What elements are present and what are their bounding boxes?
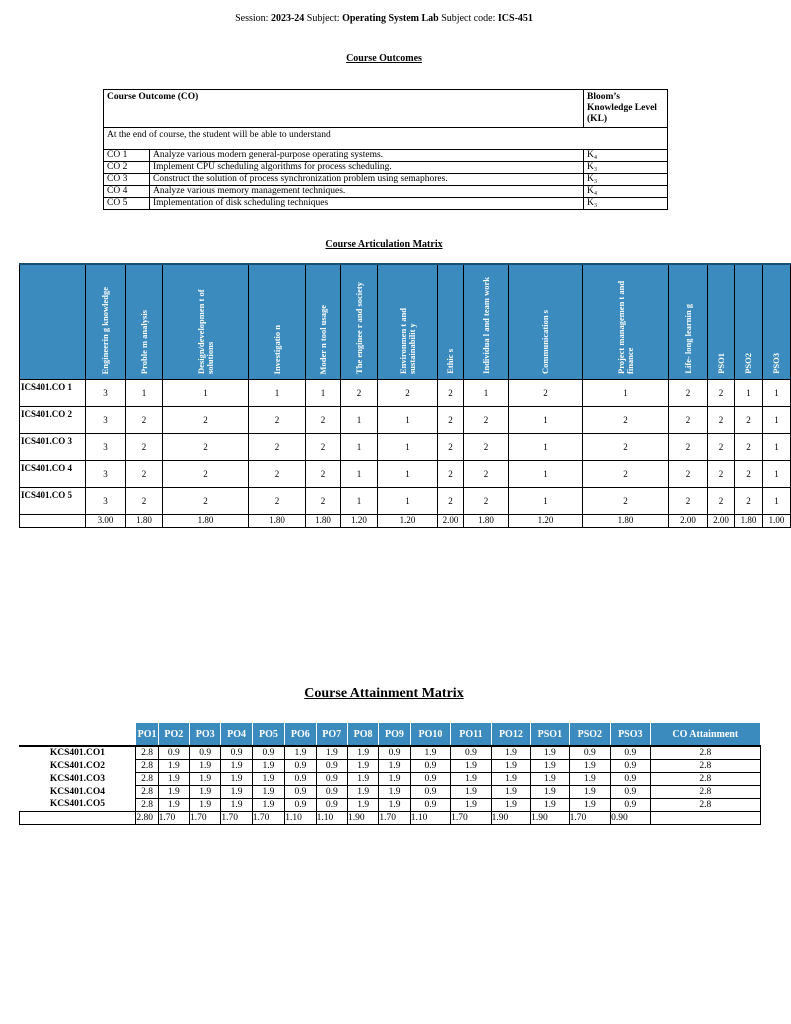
matrix-cell: 2 [735, 407, 763, 434]
average-cell: 1.80 [306, 515, 341, 528]
matrix-cell: 1.9 [451, 760, 491, 773]
matrix-cell: 2 [509, 380, 583, 407]
articulation-header-cell [708, 264, 735, 380]
matrix-cell: 1.9 [531, 773, 569, 786]
matrix-cell: 0.9 [410, 773, 450, 786]
matrix-cell: 0.9 [190, 746, 221, 760]
matrix-cell: 2 [708, 461, 735, 488]
matrix-cell: 2 [126, 434, 163, 461]
articulation-header-label: Engineerin g knowledge [100, 286, 110, 374]
average-attainment-cell [650, 812, 760, 825]
matrix-cell: 1.9 [491, 786, 530, 799]
matrix-cell: 1.9 [531, 760, 569, 773]
average-cell: 1.80 [583, 515, 669, 528]
table-row [20, 461, 791, 488]
articulation-header-cell [126, 264, 163, 380]
table-row [20, 380, 791, 407]
matrix-cell: 1 [378, 434, 438, 461]
attainment-header-cell: PO6 [285, 723, 316, 747]
matrix-cell: 2 [735, 488, 763, 515]
matrix-cell: 2 [708, 434, 735, 461]
matrix-cell: 1.9 [190, 773, 221, 786]
average-cell: 0.90 [611, 812, 650, 825]
articulation-header-label: PSO2 [743, 353, 753, 374]
articulation-header-label: PSO3 [771, 353, 781, 374]
matrix-cell: 2.8 [136, 786, 158, 799]
attainment-header-cell: PO11 [451, 723, 491, 747]
attainment-header-cell: PO9 [379, 723, 410, 747]
matrix-cell: 2 [464, 488, 509, 515]
matrix-cell: 1.9 [252, 799, 284, 812]
attainment-header-cell: PSO2 [569, 723, 611, 747]
matrix-cell: 1.9 [347, 746, 378, 760]
session-value: 2023-24 [270, 13, 305, 24]
matrix-cell: 1.9 [379, 773, 410, 786]
articulation-header-label: Life- long learnin g [682, 304, 693, 374]
co-id: CO 1 [104, 150, 150, 162]
average-cell: 1.70 [158, 812, 189, 825]
matrix-cell: 1.9 [569, 799, 611, 812]
co-header-kl: Bloom’s Knowledge Level (KL) [584, 90, 668, 128]
articulation-matrix-heading: Course Articulation Matrix [325, 239, 443, 250]
co-text: Analyze various modern general-purpose operating systems. [150, 150, 584, 162]
average-cell: 1.10 [410, 812, 450, 825]
matrix-cell: 3 [86, 407, 126, 434]
attainment-header-cell: PO4 [221, 723, 252, 747]
table-row [20, 799, 761, 812]
matrix-cell: 1 [464, 380, 509, 407]
matrix-cell: 1.9 [491, 746, 530, 760]
matrix-cell: 1.9 [451, 773, 491, 786]
matrix-cell: 1.9 [221, 760, 252, 773]
matrix-cell: 2.8 [136, 799, 158, 812]
matrix-cell: 1 [341, 461, 378, 488]
average-cell: 1.80 [126, 515, 163, 528]
matrix-cell: 1.9 [569, 773, 611, 786]
table-row [20, 407, 791, 434]
row-label: ICS401.CO 1 [20, 380, 86, 407]
articulation-header-cell [306, 264, 341, 380]
matrix-cell: 2.8 [650, 799, 760, 812]
session-label: Session: [235, 13, 269, 24]
average-cell: 1.80 [464, 515, 509, 528]
row-label: KCS401.CO3 [49, 773, 106, 784]
co-intro-text: At the end of course, the student will be able to understand [104, 128, 668, 150]
matrix-cell: 0.9 [611, 799, 650, 812]
co-header-outcome: Course Outcome (CO) [104, 90, 584, 128]
average-label-cell [20, 515, 86, 528]
co-id: CO 5 [104, 198, 150, 210]
matrix-cell: 2 [669, 461, 708, 488]
articulation-header-label: The enginee r and society [353, 282, 364, 374]
average-cell: 1.90 [491, 812, 530, 825]
table-row [20, 488, 791, 515]
matrix-cell: 1.9 [252, 786, 284, 799]
matrix-cell: 1 [763, 380, 791, 407]
subject-value: Operating System Lab [342, 13, 439, 24]
attainment-matrix-table [19, 722, 761, 825]
attainment-matrix-heading: Course Attainment Matrix [304, 686, 464, 701]
attainment-header-cell: CO Attainment [650, 723, 760, 747]
row-label: ICS401.CO 4 [20, 461, 86, 488]
attainment-header-cell: PO8 [347, 723, 378, 747]
co-row [104, 150, 668, 162]
matrix-cell: 2 [438, 380, 464, 407]
average-cell: 1.80 [249, 515, 306, 528]
articulation-header-label: Individua l and team work [480, 277, 491, 374]
matrix-cell: 2 [708, 380, 735, 407]
attainment-header-row [20, 723, 761, 747]
matrix-cell: 2 [438, 488, 464, 515]
average-cell: 3.00 [86, 515, 126, 528]
co-id: CO 3 [104, 174, 150, 186]
average-cell: 1.20 [341, 515, 378, 528]
matrix-cell: 2 [669, 434, 708, 461]
table-row [20, 434, 791, 461]
matrix-cell: 1 [763, 461, 791, 488]
average-cell: 2.80 [136, 812, 158, 825]
co-kl: K₃ [584, 198, 668, 210]
matrix-cell: 1.9 [190, 786, 221, 799]
row-label: KCS401.CO1 [49, 747, 106, 758]
attainment-header-cell: PO10 [410, 723, 450, 747]
matrix-cell: 3 [86, 488, 126, 515]
articulation-header-cell [249, 264, 306, 380]
matrix-cell: 0.9 [410, 786, 450, 799]
matrix-cell: 2.8 [650, 786, 760, 799]
articulation-header-cell [378, 264, 438, 380]
matrix-cell: 2 [464, 461, 509, 488]
average-cell: 1.70 [252, 812, 284, 825]
average-row [20, 812, 761, 825]
matrix-cell: 2 [464, 434, 509, 461]
attainment-header-cell: PSO3 [611, 723, 650, 747]
matrix-cell: 2 [126, 488, 163, 515]
matrix-cell: 2 [735, 461, 763, 488]
matrix-cell: 2 [306, 407, 341, 434]
matrix-cell: 2 [126, 407, 163, 434]
table-row [20, 786, 761, 799]
matrix-cell: 1 [735, 380, 763, 407]
matrix-cell: 1 [341, 407, 378, 434]
matrix-cell: 1 [509, 434, 583, 461]
row-label: ICS401.CO 3 [20, 434, 86, 461]
articulation-header-cell [341, 264, 378, 380]
matrix-cell: 1 [126, 380, 163, 407]
matrix-cell: 0.9 [158, 746, 189, 760]
articulation-header-cell [509, 264, 583, 380]
articulation-matrix-table [19, 263, 791, 528]
average-cell: 1.10 [285, 812, 316, 825]
attainment-header-cell: PO7 [316, 723, 347, 747]
articulation-header-label: Design/developmen t of solutions [195, 289, 215, 374]
matrix-cell: 1 [763, 434, 791, 461]
matrix-cell: 1.9 [158, 786, 189, 799]
session-line [0, 13, 768, 24]
matrix-cell: 0.9 [285, 799, 316, 812]
matrix-cell: 3 [86, 461, 126, 488]
matrix-cell: 1 [763, 488, 791, 515]
matrix-cell: 1.9 [252, 773, 284, 786]
matrix-cell: 2 [249, 488, 306, 515]
matrix-cell: 2 [163, 407, 249, 434]
matrix-cell: 2 [249, 434, 306, 461]
matrix-cell: 1.9 [347, 786, 378, 799]
matrix-cell: 2.8 [650, 760, 760, 773]
articulation-header-label: Environmen t and sustainabilit y [397, 308, 417, 374]
matrix-cell: 1.9 [285, 746, 316, 760]
matrix-cell: 0.9 [410, 760, 450, 773]
matrix-cell: 1.9 [531, 786, 569, 799]
average-cell: 1.20 [509, 515, 583, 528]
matrix-cell: 1.9 [158, 773, 189, 786]
co-header-row [104, 90, 668, 128]
attainment-header-cell: PSO1 [531, 723, 569, 747]
matrix-cell: 1.9 [531, 746, 569, 760]
matrix-cell: 2 [378, 380, 438, 407]
matrix-cell: 0.9 [252, 746, 284, 760]
matrix-cell: 1.9 [569, 786, 611, 799]
matrix-cell: 1 [583, 380, 669, 407]
matrix-cell: 1.9 [531, 799, 569, 812]
average-cell: 2.00 [708, 515, 735, 528]
average-cell: 1.10 [316, 812, 347, 825]
attainment-header-cell: PO3 [190, 723, 221, 747]
matrix-cell: 1 [509, 461, 583, 488]
articulation-header-label: Ethic s [445, 349, 455, 374]
matrix-cell: 1.9 [221, 773, 252, 786]
matrix-cell: 2 [708, 407, 735, 434]
matrix-cell: 1 [378, 407, 438, 434]
matrix-cell: 0.9 [611, 760, 650, 773]
co-kl: K₄ [584, 150, 668, 162]
matrix-cell: 2 [735, 434, 763, 461]
matrix-cell: 1.9 [569, 760, 611, 773]
co-intro-row [104, 128, 668, 150]
matrix-cell: 2 [669, 380, 708, 407]
matrix-cell: 2.8 [650, 773, 760, 786]
matrix-cell: 2 [163, 488, 249, 515]
articulation-header-cell [735, 264, 763, 380]
matrix-cell: 2 [341, 380, 378, 407]
matrix-cell: 2 [249, 407, 306, 434]
matrix-cell: 1 [378, 488, 438, 515]
matrix-cell: 2 [163, 434, 249, 461]
matrix-cell: 2 [669, 407, 708, 434]
average-cell: 1.90 [347, 812, 378, 825]
co-row [104, 162, 668, 174]
co-text: Implementation of disk scheduling techniques [150, 198, 584, 210]
average-label-cell [20, 812, 136, 825]
matrix-cell: 1.9 [451, 786, 491, 799]
row-label: KCS401.CO4 [49, 786, 106, 797]
matrix-cell: 2.8 [136, 760, 158, 773]
matrix-cell: 1.9 [190, 799, 221, 812]
subject-label: Subject: [306, 13, 340, 24]
matrix-cell: 2 [464, 407, 509, 434]
co-text: Construct the solution of process synchronization problem using semaphores. [150, 174, 584, 186]
matrix-cell: 2 [306, 434, 341, 461]
co-row [104, 198, 668, 210]
matrix-cell: 1 [341, 434, 378, 461]
attainment-header-cell: PO5 [252, 723, 284, 747]
average-cell: 1.70 [569, 812, 611, 825]
matrix-cell: 1 [509, 488, 583, 515]
matrix-cell: 1.9 [379, 799, 410, 812]
matrix-cell: 0.9 [379, 746, 410, 760]
average-cell: 1.80 [735, 515, 763, 528]
matrix-cell: 1 [163, 380, 249, 407]
matrix-cell: 3 [86, 380, 126, 407]
articulation-header-label: Project managemen t and finance [615, 280, 635, 374]
matrix-cell: 1 [763, 407, 791, 434]
average-cell: 1.70 [451, 812, 491, 825]
matrix-cell: 0.9 [410, 799, 450, 812]
course-outcomes-heading: Course Outcomes [346, 53, 422, 64]
average-cell: 2.00 [438, 515, 464, 528]
co-id: CO 2 [104, 162, 150, 174]
matrix-cell: 1.9 [158, 799, 189, 812]
matrix-cell: 2.8 [650, 746, 760, 760]
average-cell: 1.90 [531, 812, 569, 825]
matrix-cell: 2 [583, 407, 669, 434]
matrix-cell: 2 [249, 461, 306, 488]
matrix-cell: 0.9 [316, 786, 347, 799]
matrix-cell: 2 [306, 488, 341, 515]
course-outcomes-table [103, 89, 668, 210]
articulation-header-cell [464, 264, 509, 380]
articulation-header-cell [163, 264, 249, 380]
subject-code-label: Subject code: [441, 13, 496, 24]
row-label: ICS401.CO 5 [20, 488, 86, 515]
table-row [20, 760, 761, 773]
matrix-cell: 1.9 [252, 760, 284, 773]
average-cell: 1.70 [379, 812, 410, 825]
matrix-cell: 1.9 [379, 786, 410, 799]
average-cell: 1.00 [763, 515, 791, 528]
co-row [104, 186, 668, 198]
co-row [104, 174, 668, 186]
matrix-cell: 0.9 [285, 786, 316, 799]
average-cell: 1.70 [190, 812, 221, 825]
matrix-cell: 0.9 [316, 760, 347, 773]
matrix-cell: 1.9 [221, 799, 252, 812]
matrix-cell: 2 [438, 461, 464, 488]
matrix-cell: 0.9 [316, 773, 347, 786]
matrix-cell: 2 [583, 488, 669, 515]
average-cell: 2.00 [669, 515, 708, 528]
matrix-cell: 0.9 [569, 746, 611, 760]
matrix-cell: 1 [378, 461, 438, 488]
average-row [20, 515, 791, 528]
articulation-header-row [20, 264, 791, 380]
attainment-header-cell: PO12 [491, 723, 530, 747]
attainment-header-cell: PO2 [158, 723, 189, 747]
matrix-cell: 1.9 [347, 760, 378, 773]
matrix-cell: 0.9 [285, 773, 316, 786]
attainment-corner-cell [20, 723, 136, 747]
average-cell: 1.80 [163, 515, 249, 528]
matrix-cell: 1 [341, 488, 378, 515]
matrix-cell: 2 [438, 434, 464, 461]
matrix-cell: 0.9 [451, 746, 491, 760]
articulation-header-label: Communication s [540, 310, 550, 374]
articulation-corner-cell [20, 264, 86, 380]
average-cell: 1.20 [378, 515, 438, 528]
matrix-cell: 0.9 [316, 799, 347, 812]
table-row [20, 746, 761, 760]
average-cell: 1.70 [221, 812, 252, 825]
matrix-cell: 0.9 [221, 746, 252, 760]
articulation-header-cell [763, 264, 791, 380]
matrix-cell: 2.8 [136, 773, 158, 786]
matrix-cell: 2 [669, 488, 708, 515]
articulation-header-cell [583, 264, 669, 380]
table-row [20, 773, 761, 786]
matrix-cell: 1.9 [379, 760, 410, 773]
articulation-header-label: Moder n tool usage [317, 304, 328, 374]
matrix-cell: 2 [126, 461, 163, 488]
matrix-cell: 1.9 [158, 760, 189, 773]
matrix-cell: 2 [708, 488, 735, 515]
matrix-cell: 2.8 [136, 746, 158, 760]
articulation-header-label: Investigatio n [271, 324, 282, 374]
matrix-cell: 2 [438, 407, 464, 434]
matrix-cell: 2 [583, 461, 669, 488]
matrix-cell: 1.9 [221, 786, 252, 799]
articulation-header-label: Proble m analysis [138, 309, 149, 374]
matrix-cell: 1.9 [491, 799, 530, 812]
articulation-header-cell [86, 264, 126, 380]
matrix-cell: 1 [249, 380, 306, 407]
co-text: Implement CPU scheduling algorithms for process scheduling. [150, 162, 584, 174]
matrix-cell: 1.9 [347, 773, 378, 786]
matrix-cell: 3 [86, 434, 126, 461]
co-kl: K₃ [584, 174, 668, 186]
row-label: KCS401.CO2 [49, 760, 106, 771]
matrix-cell: 0.9 [611, 773, 650, 786]
matrix-cell: 1.9 [491, 773, 530, 786]
co-id: CO 4 [104, 186, 150, 198]
matrix-cell: 1 [306, 380, 341, 407]
matrix-cell: 0.9 [611, 746, 650, 760]
row-label: ICS401.CO 2 [20, 407, 86, 434]
attainment-header-cell: PO1 [136, 723, 158, 747]
matrix-cell: 1 [509, 407, 583, 434]
co-kl: K₃ [584, 162, 668, 174]
co-kl: K₄ [584, 186, 668, 198]
matrix-cell: 1.9 [316, 746, 347, 760]
matrix-cell: 2 [583, 434, 669, 461]
articulation-header-cell [669, 264, 708, 380]
articulation-header-cell [438, 264, 464, 380]
matrix-cell: 2 [306, 461, 341, 488]
row-label: KCS401.CO5 [49, 799, 106, 810]
articulation-header-label: PSO1 [715, 353, 726, 374]
matrix-cell: 0.9 [285, 760, 316, 773]
matrix-cell: 1.9 [410, 746, 450, 760]
matrix-cell: 2 [163, 461, 249, 488]
matrix-cell: 1.9 [347, 799, 378, 812]
matrix-cell: 1.9 [451, 799, 491, 812]
co-text: Analyze various memory management techniques. [150, 186, 584, 198]
matrix-cell: 1.9 [190, 760, 221, 773]
matrix-cell: 1.9 [491, 760, 530, 773]
subject-code-value: ICS-451 [497, 13, 533, 24]
matrix-cell: 0.9 [611, 786, 650, 799]
